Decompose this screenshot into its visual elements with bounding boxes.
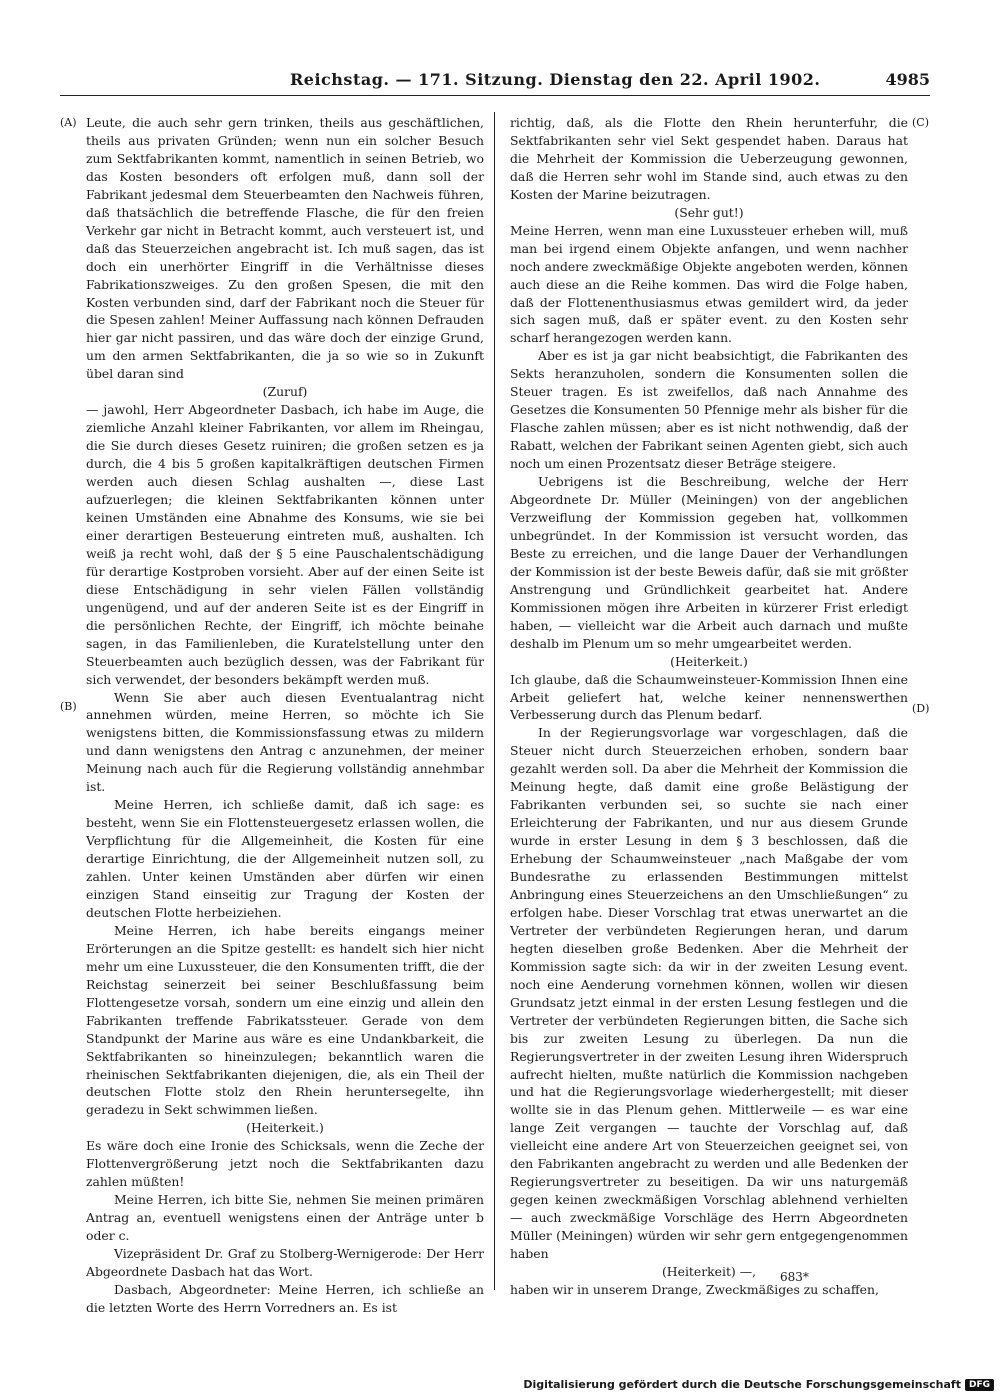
margin-mark-c: (C) (912, 116, 929, 129)
page-number: 4985 (885, 70, 930, 89)
speaker-paragraph: Dasbach, Abgeordneter: Meine Herren, ich schließe an die letzten Worte des Herrn Vorredners an. Es ist (86, 1281, 484, 1315)
paragraph: richtig, daß, als die Flotte den Rhein herunterfuhr, die Sektfabrikanten sehr viel Sekt gespendet haben. Daraus hat die Mehrheit der Kommission die Ueberzeugung gewonnen, daß die Herren sehr wohl im Stande sind, auch etwas zu den Kosten der Marine beizutragen. (510, 115, 908, 202)
interjection: (Zuruf) (262, 384, 308, 400)
interjection: (Sehr gut!) (674, 204, 744, 220)
footer-text: Digitalisierung gefördert durch die Deutsche Forschungsgemeinschaft (523, 1378, 961, 1391)
paragraph: In der Regierungsvorlage war vorgeschlagen, daß die Steuer nicht durch Steuerzeichen erhoben, sondern baar gezahlt werden soll. Da aber die Mehrheit der Kommission die Meinung hegte, daß damit eine große Belästigung der Fabrikanten verbunden sei, so suchte sie nach einer Erleichterung der Fabrikanten, und nur aus diesem Grunde wurde in erster Lesung in dem § 3 beschlossen, daß die Erhebung der Schaumweinsteuer „nach Maßgabe der vom Bundesrathe zu erlassenden Bestimmungen mittelst Anbringung eines Steuerzeichens an den Umschließungen“ zu erfolgen habe. Dieser Vorschlag trat etwas unerwartet an die Vertreter der verbündeten Regierungen heran, und darum hegten dieselben große Bedenken. Aber die Mehrheit der Kommission sagte sich: da wir in der zweiten Lesung event. noch eine Aenderung vornehmen können, wollen wir diesen Grundsatz jetzt einmal in der ersten Lesung festlegen und die Vertreter der verbündeten Regierungen bitten, die Sache sich bis zur zweiten Lesung zu überlegen. Da nun die Regierungsvertreter in der zweiten Lesung ihren Widerspruch aufrecht hielten, mußte natürlich die Kommission nachgeben und hat die Regierungsvorlage wiederhergestellt; mit dieser wollte sie in das Plenum gehen. Mittlerweile — es war eine lange Zeit vergangen — tauchte der Vorschlag auf, daß vielleicht eine andere Art von Steuerzeichen geeignet sei, von den Fabrikanten angebracht zu werden und alle Bedenken der Regierungsvertreter zu beseitigen. Da wir uns naturgemäß gegen keinen zweckmäßigen Vorschlag ablehnend verhielten — auch zweckmäßige Vorschläge des Herrn Abgeordneten Müller (Meiningen) würden wir sehr gern entgegengenommen haben (510, 725, 908, 1262)
paragraph: Es wäre doch eine Ironie des Schicksals, wenn die Zeche der Flottenvergrößerung jetzt noch die Sektfabrikanten dazu zahlen müßten! (86, 1138, 484, 1190)
margin-mark-b: (B) (60, 700, 77, 713)
running-header (60, 68, 930, 94)
signature-mark: 683* (780, 1270, 809, 1284)
header-title: Reichstag. — 171. Sitzung. Dienstag den 22. April 1902. (290, 70, 821, 89)
interjection: (Heiterkeit.) (246, 1120, 324, 1136)
paragraph: Wenn Sie aber auch diesen Eventualantrag nicht annehmen würden, meine Herren, so möchte ich Sie wenigstens bitten, die Kommissionsfassung etwas zu mildern und dann wenigstens den Antrag c anzunehmen, der meiner Meinung nach auch für die Regierung vollständig annehmbar ist. (86, 689, 484, 795)
header-rule (60, 95, 930, 96)
left-column (86, 114, 484, 1317)
paragraph: haben wir in unserem Drange, Zweckmäßiges zu schaffen, (510, 1281, 879, 1297)
speaker-paragraph: Vizepräsident Dr. Graf zu Stolberg-Wernigerode: Der Herr Abgeordnete Dasbach hat das Wort. (86, 1246, 484, 1279)
paragraph: Meine Herren, wenn man eine Luxussteuer erheben will, muß man bei irgend einem Objekte anfangen, und wenn nachher noch andere zweckmäßige Objekte angeboten werden, können auch diese an die Reihe kommen. Das wird die Folge haben, daß der Flottenenthusiasmus etwas gemildert wird, da jeder sich sagen muß, daß er später event. zu den Kosten sehr scharf herangezogen werden kann. (510, 222, 908, 346)
paragraph: Meine Herren, ich habe bereits eingangs meiner Erörterungen an die Spitze gestellt: es handelt sich hier nicht mehr um eine Luxussteuer, die den Konsumenten trifft, die der Reichstag seinerzeit bei seiner Beschlußfassung beim Flottengesetze vorsah, sondern um eine einzig und allein den Fabrikanten treffende Fabrikatssteuer. Gerade von dem Standpunkt der Marine aus wäre es eine Undankbarkeit, die Sektfabrikanten so hineinzulegen; bekanntlich waren die rheinischen Sektfabrikanten diejenigen, die, als ein Theil der deutschen Flotte stolz den Rhein heruntersegelte, ihn geradezu in Sekt schwimmen ließen. (86, 922, 484, 1118)
column-divider (494, 112, 495, 1290)
paragraph: Uebrigens ist die Beschreibung, welche der Herr Abgeordnete Dr. Müller (Meiningen) von der angeblichen Verzweiflung der Kommission gegeben hat, vollkommen unbegründet. In der Kommission ist versucht worden, das Beste zu erreichen, und die lange Dauer der Verhandlungen der Kommission ist der beste Beweis dafür, daß sie mit größter Anstrengung und Gründlichkeit gearbeitet hat. Andere Kommissionen mögen ihre Arbeiten in kürzerer Frist erledigt haben, — vielleicht war die Arbeit auch darnach und mußte deshalb im Plenum um so mehr umgearbeitet werden. (510, 474, 908, 651)
margin-mark-d: (D) (912, 702, 930, 715)
paragraph: Ich glaube, daß die Schaumweinsteuer-Kommission Ihnen eine Arbeit geliefert hat, welche keiner nennenswerthen Verbesserung durch das Plenum bedarf. (510, 671, 908, 723)
dfg-logo: DFG (965, 1379, 994, 1391)
footer (523, 1378, 994, 1391)
interjection: (Heiterkeit.) (670, 653, 748, 669)
paragraph: Leute, die auch sehr gern trinken, theils aus geschäftlichen, theils aus privaten Gründen; wenn nun ein solcher Besuch zum Sektfabrikanten kommt, namentlich in seinen Betrieb, wo das Kosten besonders oft erfolgen muß, dann soll der Fabrikant jedesmal dem Steuerbeamten den Nachweis führen, daß thatsächlich die betreffende Flasche, die für den freien Verkehr gar nicht in Betracht kommt, auch versteuert ist, und daß das Steuerzeichen angebracht ist. Ich muß sagen, das ist doch ein unerhörter Eingriff in die Verhältnisse dieses Fabrikationszweiges. Zu den großen Spesen, die mit den Kosten verbunden sind, darf der Fabrikant noch die Steuer für die Spesen zahlen! Meiner Auffassung nach können Defrauden hier gar nicht passiren, und das wäre doch der einzige Grund, um den armen Sektfabrikanten, die ja so wie so in Zukunft übel daran sind (86, 115, 484, 382)
paragraph: Aber es ist ja gar nicht beabsichtigt, die Fabrikanten des Sekts heranzuholen, sondern die Konsumenten sollen die Steuer tragen. Es ist zweifellos, daß nach Annahme des Gesetzes die Konsumenten 50 Pfennige mehr als bisher für die Flasche zahlen müssen; aber es ist nicht nothwendig, daß der Rabatt, welchen der Fabrikant seinen Agenten giebt, sich auch noch um einen Prozentsatz dieser Beträge steigere. (510, 348, 908, 472)
margin-mark-a: (A) (60, 116, 77, 129)
paragraph: — jawohl, Herr Abgeordneter Dasbach, ich habe im Auge, die ziemliche Anzahl kleiner Fabrikanten, vor allem im Rheingau, die Sie durch dieses Gesetz ruiniren; die großen setzen es ja durch, die 4 bis 5 großen kapitalkräftigen deutschen Firmen werden auch diesen Schlag aushalten —, diese Last aufzuerlegen; die kleinen Sektfabrikanten können unter keinen Umständen eine Abnahme des Konsums, wie sie bei einer derartigen Besteuerung eintreten muß, aushalten. Ich weiß ja recht wohl, daß der § 5 eine Pauschalentschädigung für derartige Kostproben vorsieht. Aber auf der einen Seite ist diese Entschädigung in sehr vielen Fällen vollständig ungenügend, und auf der anderen Seite ist es der Eingriff in die persönlichen Rechte, der Eingriff, ich möchte beinahe sagen, in das Familienleben, die Kuratelstellung unter den Steuerbeamten auch bezüglich dessen, was der Fabrikant für sich verwendet, der besonders bekämpft werden muß. (86, 402, 484, 687)
paragraph: Meine Herren, ich bitte Sie, nehmen Sie meinen primären Antrag an, eventuell wenigstens einen der Anträge unter b oder c. (86, 1192, 484, 1244)
paragraph: Meine Herren, ich schließe damit, daß ich sage: es besteht, wenn Sie ein Flottensteuergesetz erlassen wollen, die Verpflichtung für die Allgemeinheit, die Kosten für eine derartige Einrichtung, die der Allgemeinheit nutzen soll, zu zahlen. Unter keinen Umständen aber dürfen wir einen einzigen Stand einseitig zur Tragung der Kosten der deutschen Flotte herbeiziehen. (86, 797, 484, 920)
interjection: (Heiterkeit) —, (661, 1264, 757, 1279)
right-column (510, 114, 908, 1299)
